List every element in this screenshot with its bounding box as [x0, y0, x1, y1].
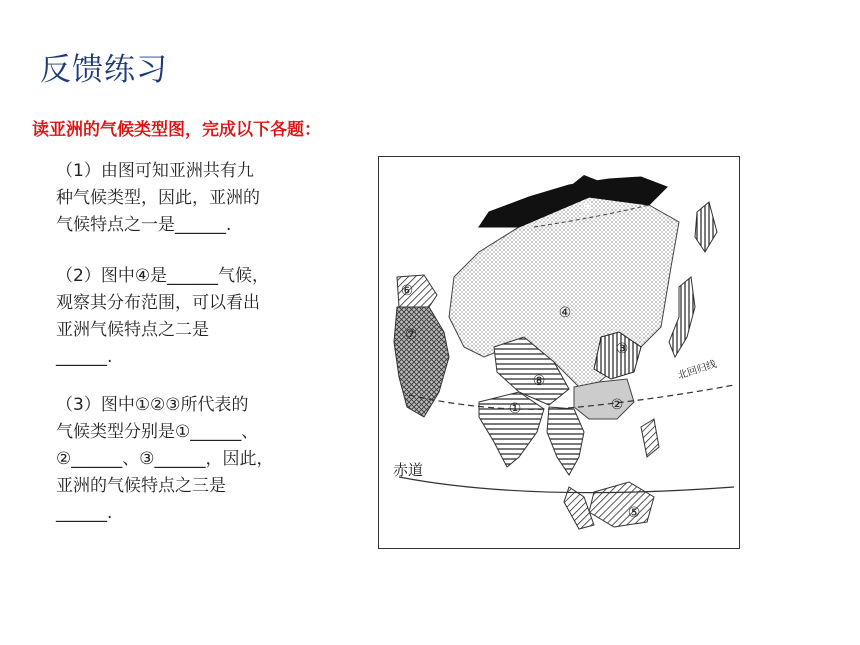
- label-n5: ⑤: [627, 505, 641, 521]
- label-n6: ⑥: [400, 283, 414, 299]
- tropic-label: 北回归线: [676, 359, 718, 382]
- question-3-line: ②______、③______，因此，: [56, 449, 274, 469]
- equator-label: 赤道: [393, 461, 424, 479]
- instruction-text: 读亚洲的气候类型图，完成以下各题：: [32, 120, 321, 140]
- zone-2-subtropical-monsoon: [574, 379, 634, 419]
- question-3: [56, 392, 346, 527]
- zone-1-indochina: [547, 407, 584, 475]
- label-n4: ④: [558, 305, 572, 321]
- question-3-line: ______.: [56, 503, 113, 523]
- page-title: 反馈练习: [40, 52, 168, 88]
- question-2: [56, 263, 346, 371]
- question-2-line: 观察其分布范围，可以看出: [56, 293, 260, 313]
- question-2-line: ______.: [56, 347, 113, 367]
- question-1: [56, 158, 346, 239]
- label-n3: ③: [615, 341, 629, 357]
- zone-7-tropical-desert: [394, 307, 449, 417]
- asia-climate-map: [378, 156, 740, 549]
- question-1-line: 气候特点之一是______.: [56, 215, 232, 235]
- question-1-line: （1）由图可知亚洲共有九: [56, 161, 254, 181]
- question-1-line: 种气候类型，因此，亚洲的: [56, 188, 260, 208]
- label-n1: ①: [508, 401, 522, 417]
- equator-line: [399, 477, 734, 493]
- question-2-line: 亚洲气候特点之二是: [56, 320, 209, 340]
- label-n7: ⑦: [404, 327, 418, 343]
- label-n2: ②: [610, 397, 624, 413]
- label-n9: ⑨: [579, 199, 593, 215]
- question-3-line: 气候类型分别是①______、: [56, 422, 259, 442]
- zone-5-equatorial-rainforest: [589, 482, 654, 527]
- kamchatka: [695, 202, 717, 252]
- question-3-line: （3）图中①②③所代表的: [56, 395, 249, 415]
- map-svg: [379, 157, 738, 547]
- japan-islands: [669, 277, 695, 357]
- tropic-of-cancer-line: [409, 385, 734, 409]
- question-2-line: （2）图中④是______气候，: [56, 266, 270, 286]
- question-3-line: 亚洲的气候特点之三是: [56, 476, 226, 496]
- philippines: [641, 419, 659, 457]
- label-n8: ⑧: [532, 373, 546, 389]
